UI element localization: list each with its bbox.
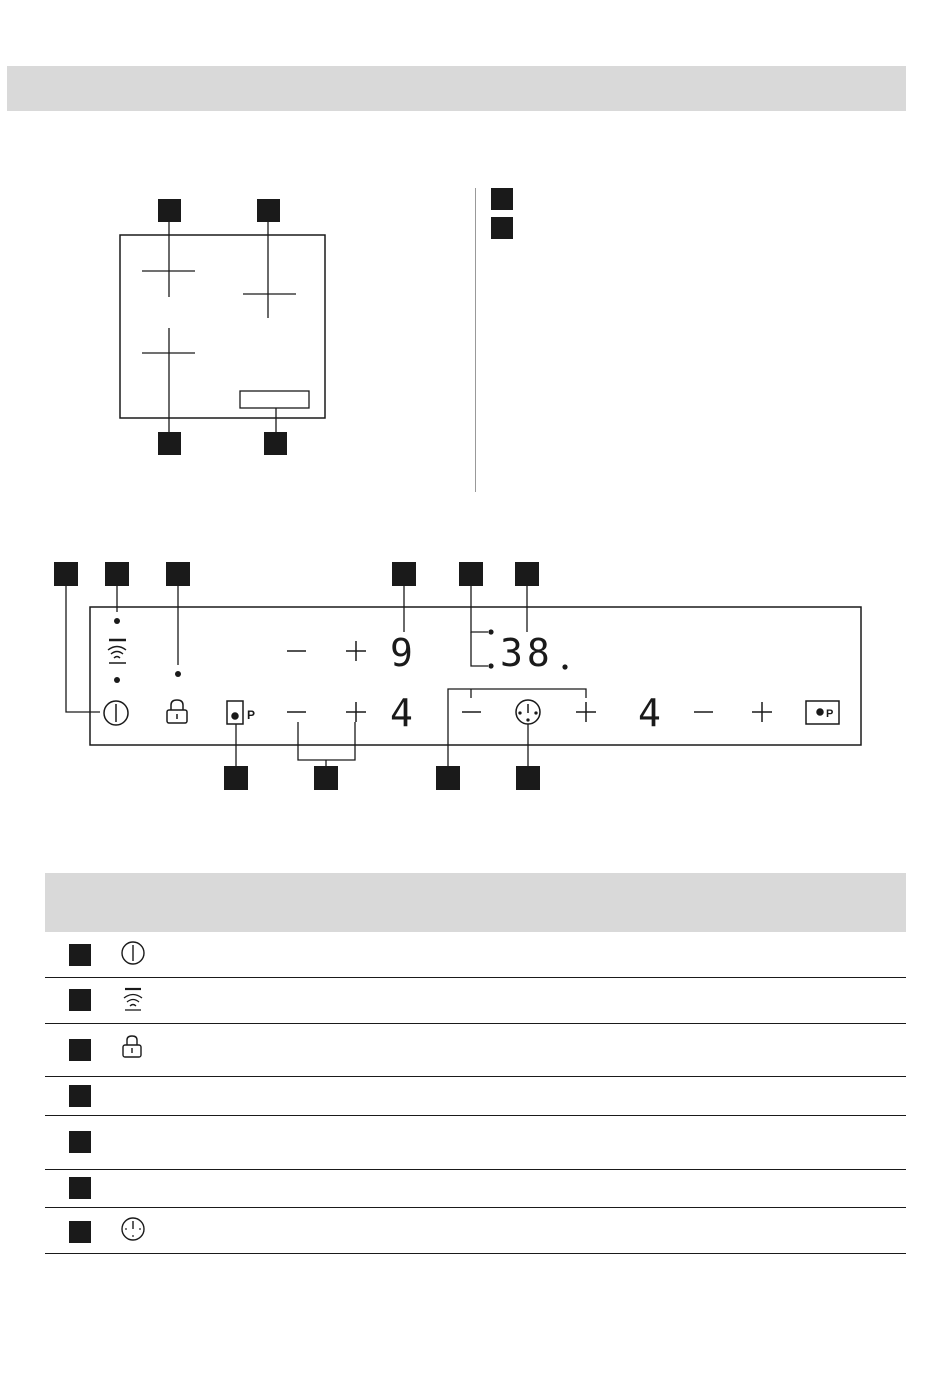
callout-top-5 <box>459 562 483 586</box>
front-zone-plus-icon[interactable] <box>346 702 366 722</box>
pause-icon[interactable] <box>227 701 243 724</box>
row-number-marker <box>69 944 91 966</box>
row-number-marker <box>69 1221 91 1243</box>
timer-plus-icon[interactable] <box>576 702 596 722</box>
timer-dot-upper <box>488 629 493 634</box>
indicator-dot-2 <box>114 677 120 683</box>
table-row <box>45 978 906 1024</box>
table-row <box>45 1170 906 1208</box>
row-number-marker <box>69 989 91 1011</box>
callout-bottom-3 <box>436 766 460 790</box>
timer-icon[interactable] <box>516 700 540 724</box>
lock-icon <box>121 1034 147 1060</box>
control-panel-outline <box>90 607 861 745</box>
rear-zone-display: 9 <box>390 631 413 675</box>
pause-icon-right-p-label: P <box>826 708 834 720</box>
table-row <box>45 1208 906 1254</box>
timer-decimal-dot <box>562 664 567 669</box>
callout-bottom-2 <box>314 766 338 790</box>
callout-top-1 <box>54 562 78 586</box>
table-row <box>45 1024 906 1077</box>
right-zone-plus-icon[interactable] <box>752 702 772 722</box>
pause-icon-p-label: P <box>247 708 256 722</box>
row-number-marker <box>69 1085 91 1107</box>
timer-icon <box>121 1216 147 1242</box>
callout-bottom-1 <box>224 766 248 790</box>
timer-dot-lower <box>488 663 493 668</box>
hood-connection-icon[interactable] <box>108 640 126 663</box>
timer-display: 38 <box>500 631 554 675</box>
right-zone-display: 4 <box>638 691 661 735</box>
table-row <box>45 932 906 978</box>
power-icon <box>121 940 147 966</box>
callout-top-6 <box>515 562 539 586</box>
row-number-marker <box>69 1131 91 1153</box>
callout-top-4 <box>392 562 416 586</box>
lock-icon[interactable] <box>167 700 187 723</box>
table-header <box>45 873 906 932</box>
table-row <box>45 1077 906 1116</box>
indicator-dot-3 <box>175 671 181 677</box>
controls-table <box>45 873 906 1254</box>
row-number-marker <box>69 1177 91 1199</box>
rear-zone-plus-icon[interactable] <box>346 641 366 661</box>
callout-bottom-4 <box>516 766 540 790</box>
power-icon[interactable] <box>104 701 128 725</box>
callout-top-3 <box>166 562 190 586</box>
pause-icon-right[interactable] <box>806 701 839 724</box>
indicator-dot-1 <box>114 618 120 624</box>
table-row <box>45 1116 906 1170</box>
row-number-marker <box>69 1039 91 1061</box>
front-zone-display: 4 <box>390 691 413 735</box>
hood-connection-icon <box>121 986 147 1012</box>
callout-top-2 <box>105 562 129 586</box>
